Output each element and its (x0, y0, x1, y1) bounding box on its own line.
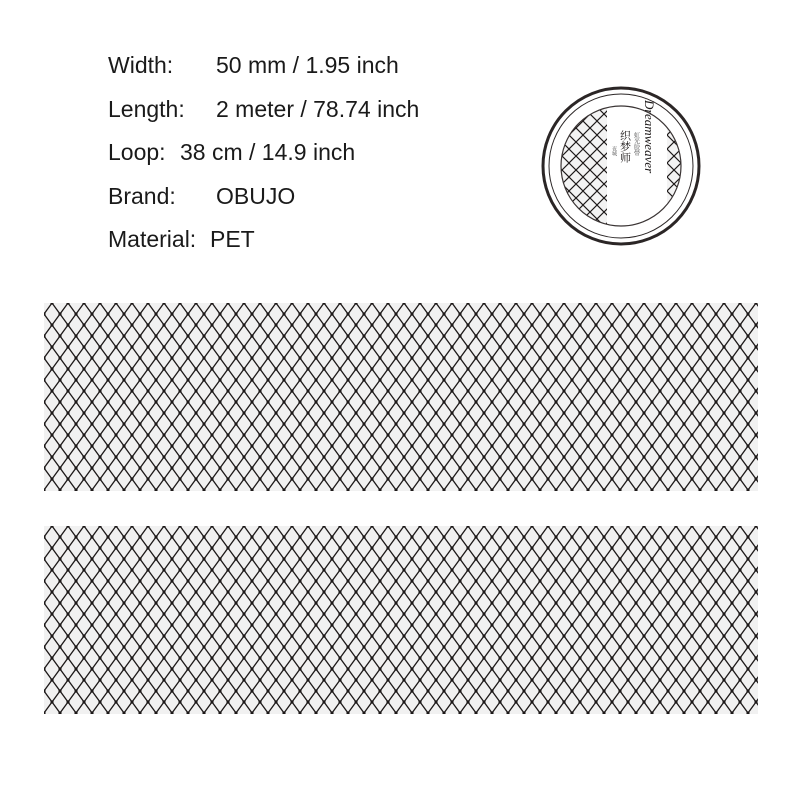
spec-label: Loop: (108, 139, 166, 165)
fishnet-pattern (44, 303, 758, 491)
roll-subtitle-cn: 虹光胶带 (632, 132, 640, 156)
spec-label: Material: (108, 226, 197, 252)
spec-value: OBUJO (216, 182, 296, 209)
tape-roll-svg (541, 86, 701, 246)
spec-value: PET (210, 226, 255, 252)
roll-note-cn: 夜城 (611, 146, 617, 156)
spec-label: Width: (108, 52, 174, 78)
spec-value: 50 mm / 1.95 inch (216, 52, 399, 78)
spec-value: 38 cm / 14.9 inch (180, 139, 356, 165)
tape-strip (44, 303, 758, 491)
spec-value: 2 meter / 78.74 inch (216, 95, 420, 122)
roll-script-text: Dreamweaver (642, 100, 657, 174)
roll-title-cn: 织梦师 (618, 130, 632, 163)
tape-roll-image (541, 86, 701, 246)
tape-strip (44, 526, 758, 714)
spec-label: Brand: (108, 182, 176, 209)
fishnet-pattern (44, 526, 758, 714)
spec-label: Length: (108, 95, 185, 122)
